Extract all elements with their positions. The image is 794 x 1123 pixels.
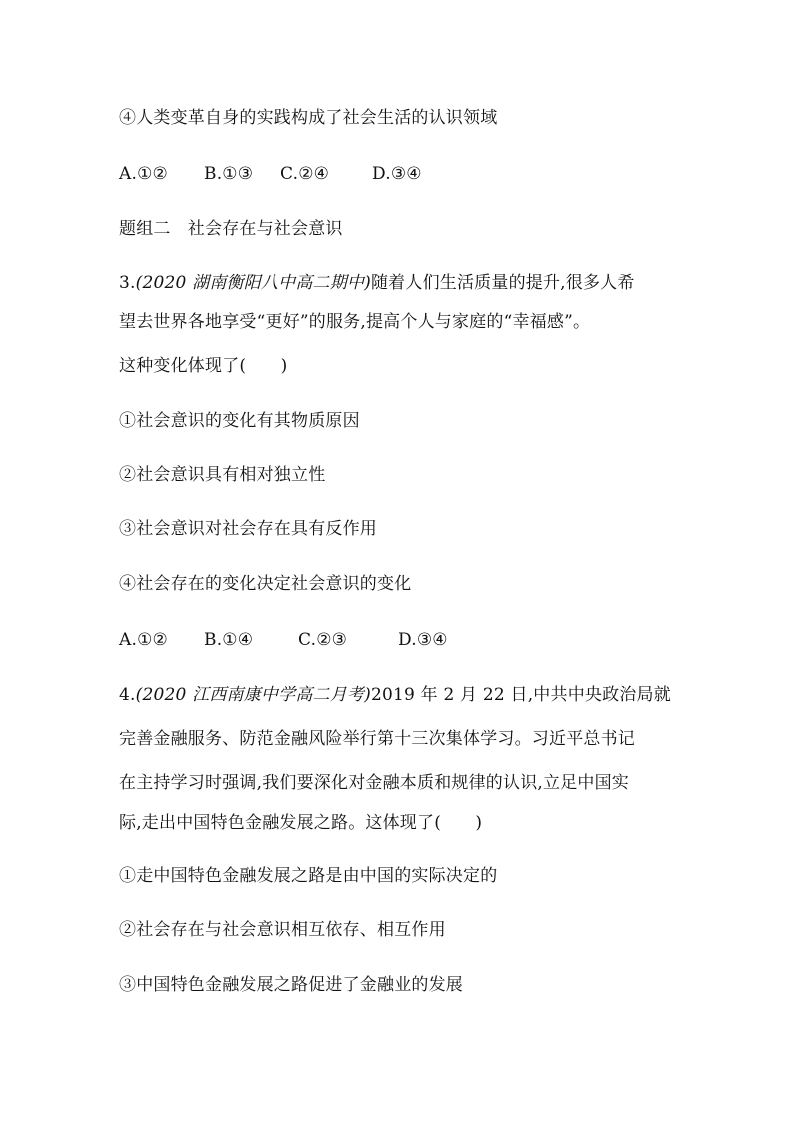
q3-stem-line-3: 这种变化体现了( ) <box>119 356 288 376</box>
q4-stem-line-3: 在主持学习时强调,我们要深化对金融本质和规律的认识,立足中国实 <box>119 773 630 793</box>
option-a: A.①② <box>119 630 168 650</box>
q4-source: (2020 江西南康中学高二月考) <box>135 685 371 705</box>
q4-item-2: ②社会存在与社会意识相互依存、相互作用 <box>119 920 446 940</box>
q3-item-4: ④社会存在的变化决定社会意识的变化 <box>119 574 412 594</box>
q4-stem-line-1 <box>119 683 671 707</box>
q4-item-1: ①走中国特色金融发展之路是由中国的实际决定的 <box>119 866 498 886</box>
q3-stem-text: 随着人们生活质量的提升,很多人希 <box>370 273 635 293</box>
option-b: B.①④ <box>204 630 254 650</box>
q4-item-3: ③中国特色金融发展之路促进了金融业的发展 <box>119 975 463 995</box>
q4-stem-line-4: 际,走出中国特色金融发展之路。这体现了( ) <box>119 813 483 833</box>
section-title: 题组二 社会存在与社会意识 <box>119 219 343 239</box>
option-c: C.②③ <box>298 630 348 650</box>
q3-options <box>119 628 448 652</box>
option-b: B.①③ <box>204 164 254 184</box>
q4-stem-text: 2019 年 2 月 22 日,中共中央政治局就 <box>370 685 671 705</box>
prev-question-item-4: ④人类变革自身的实践构成了社会生活的认识领域 <box>119 108 498 128</box>
q3-stem-line-2: 望去世界各地享受“更好”的服务,提高个人与家庭的“幸福感”。 <box>119 312 591 332</box>
option-c: C.②④ <box>280 164 330 184</box>
option-d: D.③④ <box>398 630 448 650</box>
q4-number: 4. <box>119 685 136 705</box>
q3-item-2: ②社会意识具有相对独立性 <box>119 465 326 485</box>
q3-number: 3. <box>119 273 136 293</box>
prev-question-options <box>119 162 422 186</box>
q3-source: (2020 湖南衡阳八中高二期中) <box>135 273 371 293</box>
option-a: A.①② <box>119 164 168 184</box>
q3-item-1: ①社会意识的变化有其物质原因 <box>119 411 360 431</box>
option-d: D.③④ <box>372 164 422 184</box>
q3-stem-line-1 <box>119 271 635 295</box>
q3-item-3: ③社会意识对社会存在具有反作用 <box>119 519 377 539</box>
q4-stem-line-2: 完善金融服务、防范金融风险举行第十三次集体学习。习近平总书记 <box>119 729 635 749</box>
